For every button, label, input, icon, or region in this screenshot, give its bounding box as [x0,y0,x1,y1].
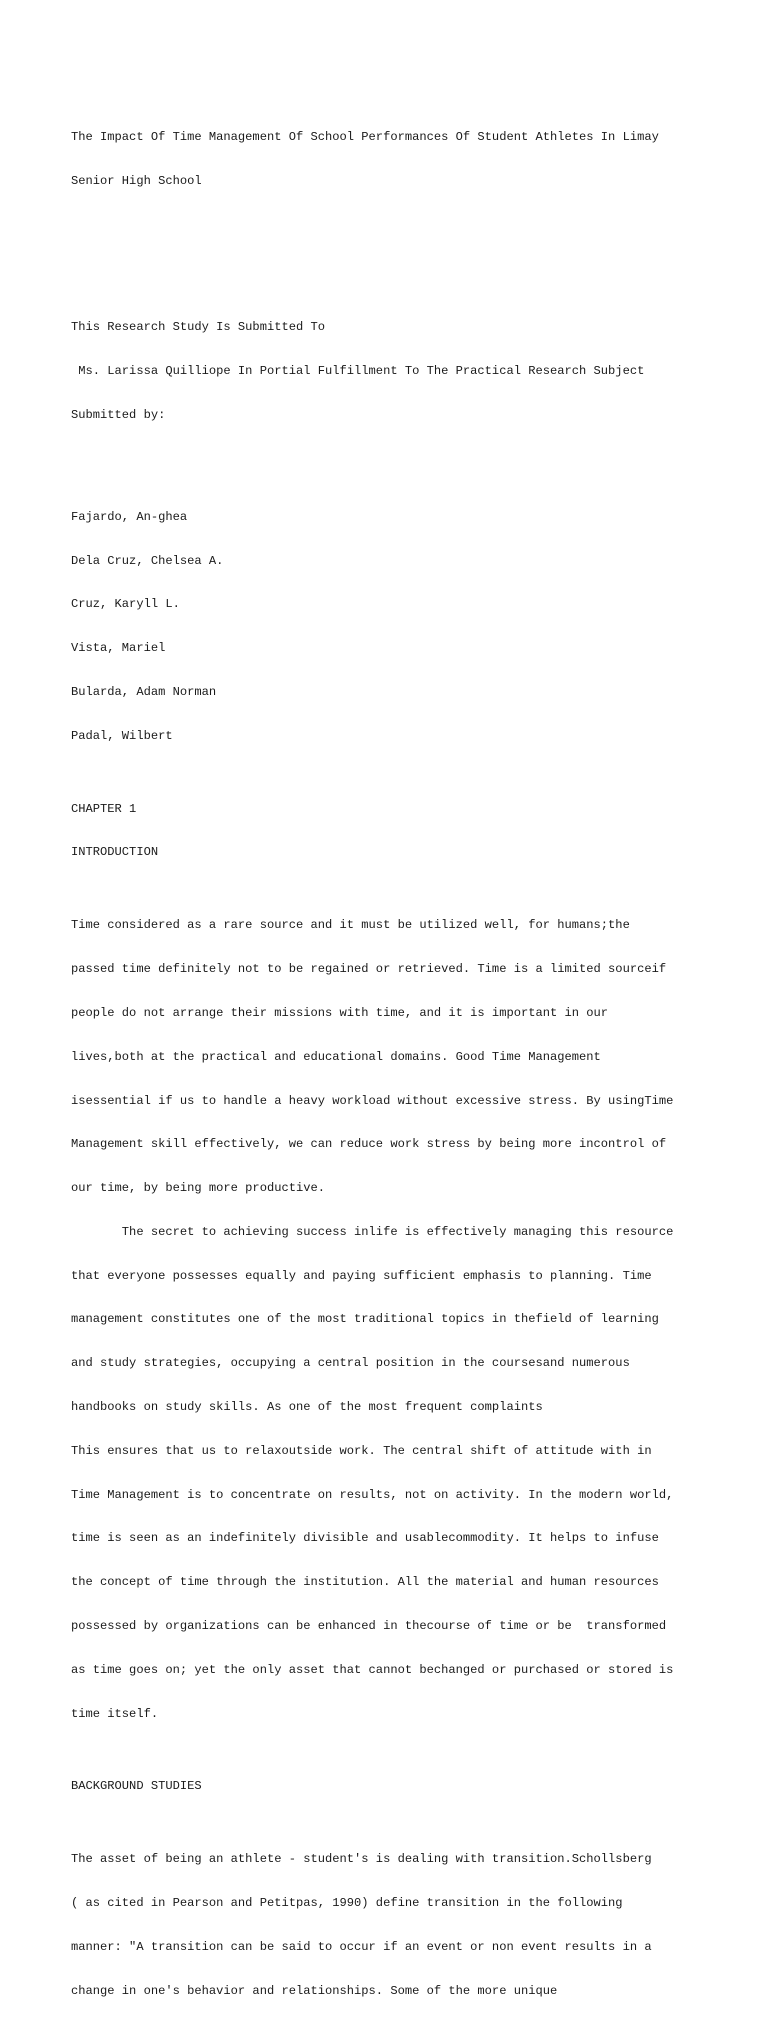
title-line: The Impact Of Time Management Of School Performances Of Student Athletes In Limay [71,130,659,145]
author-name: Vista, Mariel [71,641,166,656]
body-line: time is seen as an indefinitely divisible and usablecommodity. It helps to infuse [71,1531,659,1546]
body-line: The secret to achieving success inlife is effectively managing this resource [71,1224,674,1239]
submission-line: Ms. Larissa Quilliope In Portial Fulfillment To The Practical Research Subject [71,363,645,378]
author-name: Dela Cruz, Chelsea A. [71,553,224,568]
body-line: isessential if us to handle a heavy workload without excessive stress. By usingTime [71,1093,674,1108]
author-list [71,481,711,773]
body-line: handbooks on study skills. As one of the most frequent complaints [71,1400,543,1415]
body-line: and study strategies, occupying a central position in the coursesand numerous [71,1356,630,1371]
spacer [71,247,711,262]
body-line: people do not arrange their missions with time, and it is important in our [71,1006,609,1020]
body-line: Time Management is to concentrate on results, not on activity. In the modern world, [71,1487,674,1502]
author-name: Bularda, Adam Norman [71,684,217,699]
background-body [71,1823,711,2027]
body-line: management constitutes one of the most traditional topics in thefield of learning [71,1312,659,1327]
body-line: lives,both at the practical and educational domains. Good Time Management [71,1049,601,1064]
body-line: as time goes on; yet the only asset that cannot bechanged or purchased or stored is [71,1662,674,1677]
body-line: ( as cited in Pearson and Petitpas, 1990) define transition in the following [71,1896,623,1911]
submission-line: Submitted by: [71,407,166,422]
submission-block [71,291,711,452]
submission-line: This Research Study Is Submitted To [71,320,326,335]
author-name: Cruz, Karyll L. [71,597,180,612]
body-line: Time considered as a rare source and it must be utilized well, for humans;the [71,918,630,933]
body-line: manner: "A transition can be said to occur if an event or non event results in a [71,1940,652,1954]
title-line: Senior High School [71,174,202,189]
introduction-body [71,889,711,1750]
body-line: The asset of being an athlete - student's is dealing with transition.Schollsberg [71,1852,652,1867]
body-line: This ensures that us to relaxoutside work. The central shift of attitude with in [71,1443,652,1458]
body-line: possessed by organizations can be enhanced in thecourse of time or be transformed [71,1618,667,1633]
body-line: passed time definitely not to be regained or retrieved. Time is a limited sourceif [71,962,667,977]
author-name: Fajardo, An-ghea [71,509,188,524]
body-line: change in one's behavior and relationships. Some of the more unique [71,1983,558,1998]
background-heading: BACKGROUND STUDIES [71,1779,202,1794]
body-line: that everyone possesses equally and paying sufficient emphasis to planning. Time [71,1268,652,1283]
body-line: our time, by being more productive. [71,1181,326,1196]
document-title [71,101,711,218]
document-page [71,72,711,2042]
chapter-label: CHAPTER 1 [71,801,137,816]
body-line: Management skill effectively, we can reduce work stress by being more incontrol of [71,1137,667,1152]
introduction-heading: INTRODUCTION [71,845,159,860]
author-name: Padal, Wilbert [71,728,173,743]
body-line: the concept of time through the institution. All the material and human resources [71,1575,659,1590]
body-line: time itself. [71,1706,159,1721]
